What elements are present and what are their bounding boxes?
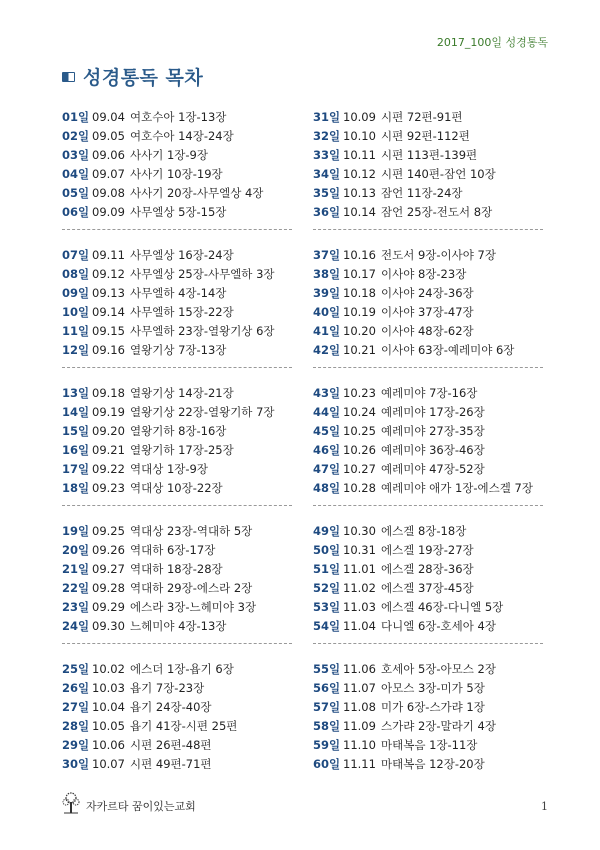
date-label: 11.02	[343, 581, 376, 595]
schedule-row	[313, 441, 543, 460]
day-label: 04일	[62, 167, 90, 181]
reading-range: 다니엘 6장-호세아 4장	[381, 619, 496, 633]
reading-range: 열왕기하 8장-16장	[130, 424, 227, 438]
date-label: 10.19	[343, 305, 376, 319]
date-label: 10.25	[343, 424, 376, 438]
schedule-row	[62, 579, 292, 598]
date-label: 11.08	[343, 700, 376, 714]
date-label: 09.16	[92, 343, 125, 357]
reading-range: 에스더 1장-욥기 6장	[130, 662, 234, 676]
day-label: 33일	[313, 148, 341, 162]
schedule-row	[62, 736, 292, 755]
reading-range: 욥기 7장-23장	[130, 681, 205, 695]
date-label: 10.13	[343, 186, 376, 200]
schedule-group	[62, 108, 292, 230]
page-title: 성경통독 목차	[83, 67, 204, 89]
reading-range: 사무엘상 25장-사무엘하 3장	[130, 267, 275, 281]
reading-range: 미가 6장-스가랴 1장	[381, 700, 485, 714]
day-label: 40일	[313, 305, 341, 319]
date-label: 10.10	[343, 129, 376, 143]
schedule-row	[313, 203, 543, 222]
reading-range: 에스겔 8장-18장	[381, 524, 467, 538]
day-label: 26일	[62, 681, 90, 695]
reading-range: 욥기 24장-40장	[130, 700, 212, 714]
schedule-row	[313, 108, 543, 127]
date-label: 10.05	[92, 719, 125, 733]
schedule-row	[62, 146, 292, 165]
reading-range: 에스라 3장-느헤미야 3장	[130, 600, 257, 614]
reading-range: 에스겔 19장-27장	[381, 543, 474, 557]
day-label: 08일	[62, 267, 90, 281]
date-label: 10.31	[343, 543, 376, 557]
date-label: 10.14	[343, 205, 376, 219]
date-label: 09.30	[92, 619, 125, 633]
schedule-row	[62, 384, 292, 403]
date-label: 10.17	[343, 267, 376, 281]
reading-range: 이사야 63장-예레미야 6장	[381, 343, 515, 357]
reading-range: 열왕기하 17장-25장	[130, 443, 234, 457]
day-label: 47일	[313, 462, 341, 476]
reading-range: 예레미야 36장-46장	[381, 443, 485, 457]
date-label: 10.16	[343, 248, 376, 262]
day-label: 41일	[313, 324, 341, 338]
schedule-row	[62, 341, 292, 360]
schedule-row	[313, 384, 543, 403]
schedule-row	[62, 127, 292, 146]
schedule-row	[62, 541, 292, 560]
day-label: 06일	[62, 205, 90, 219]
reading-range: 예레미야 애가 1장-에스겔 7장	[381, 481, 533, 495]
reading-range: 예레미야 47장-52장	[381, 462, 485, 476]
schedule-row	[62, 598, 292, 617]
reading-range: 시편 113편-139편	[381, 148, 478, 162]
reading-range: 여호수아 1장-13장	[130, 110, 227, 124]
date-label: 11.09	[343, 719, 376, 733]
schedule-group	[313, 660, 543, 781]
reading-range: 역대하 29장-에스라 2장	[130, 581, 253, 595]
reading-range: 사무엘상 5장-15장	[130, 205, 227, 219]
date-label: 10.28	[343, 481, 376, 495]
reading-range: 열왕기상 14장-21장	[130, 386, 234, 400]
date-label: 09.09	[92, 205, 125, 219]
day-label: 05일	[62, 186, 90, 200]
date-label: 10.09	[343, 110, 376, 124]
schedule-row	[62, 698, 292, 717]
reading-range: 에스겔 46장-다니엘 5장	[381, 600, 504, 614]
schedule-row	[313, 698, 543, 717]
day-label: 49일	[313, 524, 341, 538]
date-label: 11.03	[343, 600, 376, 614]
bullet-icon	[62, 72, 75, 82]
reading-range: 사사기 1장-9장	[130, 148, 208, 162]
day-label: 15일	[62, 424, 90, 438]
date-label: 09.25	[92, 524, 125, 538]
reading-range: 시편 49편-71편	[130, 757, 212, 771]
reading-range: 시편 92편-112편	[381, 129, 470, 143]
date-label: 11.01	[343, 562, 376, 576]
reading-range: 사무엘하 23장-열왕기상 6장	[130, 324, 275, 338]
schedule-row	[62, 755, 292, 774]
schedule-row	[313, 127, 543, 146]
day-label: 59일	[313, 738, 341, 752]
day-label: 45일	[313, 424, 341, 438]
schedule-row	[313, 246, 543, 265]
date-label: 09.06	[92, 148, 125, 162]
reading-range: 이사야 48장-62장	[381, 324, 474, 338]
page-number: 1	[541, 800, 548, 813]
reading-range: 사무엘하 4장-14장	[130, 286, 227, 300]
day-label: 35일	[313, 186, 341, 200]
reading-range: 느헤미야 4장-13장	[130, 619, 227, 633]
schedule-row	[313, 579, 543, 598]
schedule-row	[313, 165, 543, 184]
reading-range: 역대상 10장-22장	[130, 481, 223, 495]
day-label: 57일	[313, 700, 341, 714]
schedule-row	[62, 203, 292, 222]
day-label: 18일	[62, 481, 90, 495]
date-label: 11.06	[343, 662, 376, 676]
day-label: 28일	[62, 719, 90, 733]
schedule-group	[62, 246, 292, 368]
reading-range: 예레미야 17장-26장	[381, 405, 485, 419]
day-label: 01일	[62, 110, 90, 124]
reading-range: 여호수아 14장-24장	[130, 129, 234, 143]
date-label: 09.18	[92, 386, 125, 400]
schedule-row	[62, 422, 292, 441]
schedule-row	[62, 403, 292, 422]
reading-range: 이사야 37장-47장	[381, 305, 474, 319]
day-label: 11일	[62, 324, 90, 338]
reading-range: 시편 140편-잠언 10장	[381, 167, 496, 181]
right-column	[313, 108, 543, 797]
schedule-row	[62, 322, 292, 341]
reading-range: 사사기 10장-19장	[130, 167, 223, 181]
schedule-row	[62, 165, 292, 184]
date-label: 11.04	[343, 619, 376, 633]
schedule-group	[62, 384, 292, 506]
reading-range: 잠언 11장-24장	[381, 186, 463, 200]
day-label: 02일	[62, 129, 90, 143]
reading-range: 시편 26편-48편	[130, 738, 212, 752]
date-label: 09.08	[92, 186, 125, 200]
day-label: 10일	[62, 305, 90, 319]
day-label: 31일	[313, 110, 341, 124]
reading-range: 사사기 20장-사무엘상 4장	[130, 186, 264, 200]
day-label: 19일	[62, 524, 90, 538]
schedule-row	[62, 108, 292, 127]
reading-range: 역대상 23장-역대하 5장	[130, 524, 253, 538]
date-label: 10.30	[343, 524, 376, 538]
date-label: 09.13	[92, 286, 125, 300]
day-label: 21일	[62, 562, 90, 576]
date-label: 09.05	[92, 129, 125, 143]
day-label: 54일	[313, 619, 341, 633]
reading-range: 시편 72편-91편	[381, 110, 463, 124]
day-label: 20일	[62, 543, 90, 557]
schedule-row	[313, 460, 543, 479]
day-label: 48일	[313, 481, 341, 495]
date-label: 09.21	[92, 443, 125, 457]
day-label: 37일	[313, 248, 341, 262]
date-label: 09.19	[92, 405, 125, 419]
schedule-row	[313, 265, 543, 284]
day-label: 30일	[62, 757, 90, 771]
date-label: 09.15	[92, 324, 125, 338]
title-block	[62, 63, 203, 90]
schedule-row	[313, 422, 543, 441]
date-label: 10.03	[92, 681, 125, 695]
schedule-row	[313, 541, 543, 560]
date-label: 10.11	[343, 148, 376, 162]
schedule-row	[62, 522, 292, 541]
schedule-row	[313, 617, 543, 636]
reading-range: 이사야 8장-23장	[381, 267, 467, 281]
day-label: 03일	[62, 148, 90, 162]
day-label: 55일	[313, 662, 341, 676]
schedule-group	[313, 108, 543, 230]
day-label: 60일	[313, 757, 341, 771]
day-label: 46일	[313, 443, 341, 457]
schedule-row	[62, 246, 292, 265]
reading-range: 마태복음 12장-20장	[381, 757, 485, 771]
schedule-row	[313, 479, 543, 498]
day-label: 09일	[62, 286, 90, 300]
schedule-row	[62, 184, 292, 203]
schedule-row	[313, 522, 543, 541]
reading-range: 예레미야 27장-35장	[381, 424, 485, 438]
reading-range: 사무엘상 16장-24장	[130, 248, 234, 262]
schedule-group	[62, 522, 292, 644]
date-label: 09.12	[92, 267, 125, 281]
day-label: 43일	[313, 386, 341, 400]
date-label: 09.11	[92, 248, 125, 262]
day-label: 56일	[313, 681, 341, 695]
day-label: 36일	[313, 205, 341, 219]
schedule-group	[313, 246, 543, 368]
day-label: 27일	[62, 700, 90, 714]
date-label: 10.07	[92, 757, 125, 771]
reading-range: 역대하 18장-28장	[130, 562, 223, 576]
reading-range: 예레미야 7장-16장	[381, 386, 478, 400]
day-label: 14일	[62, 405, 90, 419]
schedule-row	[62, 441, 292, 460]
header-tag: 2017_100일 성경통독	[436, 36, 548, 49]
date-label: 10.23	[343, 386, 376, 400]
day-label: 07일	[62, 248, 90, 262]
date-label: 09.07	[92, 167, 125, 181]
reading-range: 역대하 6장-17장	[130, 543, 216, 557]
schedule-row	[313, 660, 543, 679]
day-label: 50일	[313, 543, 341, 557]
date-label: 09.26	[92, 543, 125, 557]
schedule-row	[62, 284, 292, 303]
reading-range: 마태복음 1장-11장	[381, 738, 478, 752]
date-label: 11.10	[343, 738, 376, 752]
reading-range: 전도서 9장-이사야 7장	[381, 248, 496, 262]
date-label: 10.27	[343, 462, 376, 476]
schedule-row	[313, 560, 543, 579]
date-label: 10.04	[92, 700, 125, 714]
date-label: 09.20	[92, 424, 125, 438]
left-column	[62, 108, 292, 797]
date-label: 10.26	[343, 443, 376, 457]
schedule-row	[62, 265, 292, 284]
day-label: 25일	[62, 662, 90, 676]
reading-range: 역대상 1장-9장	[130, 462, 208, 476]
reading-range: 열왕기상 7장-13장	[130, 343, 227, 357]
date-label: 10.24	[343, 405, 376, 419]
day-label: 34일	[313, 167, 341, 181]
day-label: 53일	[313, 600, 341, 614]
reading-range: 스가랴 2장-말라기 4장	[381, 719, 496, 733]
schedule-row	[313, 303, 543, 322]
schedule-row	[313, 184, 543, 203]
schedule-row	[313, 717, 543, 736]
date-label: 09.14	[92, 305, 125, 319]
schedule-row	[62, 303, 292, 322]
schedule-row	[313, 341, 543, 360]
day-label: 38일	[313, 267, 341, 281]
date-label: 09.29	[92, 600, 125, 614]
reading-range: 호세아 5장-아모스 2장	[381, 662, 496, 676]
schedule-row	[62, 617, 292, 636]
schedule-row	[313, 284, 543, 303]
schedule-row	[62, 660, 292, 679]
day-label: 22일	[62, 581, 90, 595]
day-label: 51일	[313, 562, 341, 576]
day-label: 16일	[62, 443, 90, 457]
reading-range: 잠언 25장-전도서 8장	[381, 205, 493, 219]
day-label: 44일	[313, 405, 341, 419]
reading-range: 에스겔 37장-45장	[381, 581, 474, 595]
schedule-row	[313, 679, 543, 698]
schedule-group	[313, 522, 543, 644]
reading-range: 욥기 41장-시편 25편	[130, 719, 238, 733]
reading-range: 에스겔 28장-36장	[381, 562, 474, 576]
date-label: 10.21	[343, 343, 376, 357]
day-label: 23일	[62, 600, 90, 614]
date-label: 10.18	[343, 286, 376, 300]
schedule-row	[313, 755, 543, 774]
schedule-row	[313, 403, 543, 422]
date-label: 11.11	[343, 757, 376, 771]
day-label: 42일	[313, 343, 341, 357]
date-label: 09.22	[92, 462, 125, 476]
reading-range: 아모스 3장-미가 5장	[381, 681, 485, 695]
date-label: 11.07	[343, 681, 376, 695]
day-label: 29일	[62, 738, 90, 752]
schedule-row	[313, 598, 543, 617]
tree-icon	[60, 790, 82, 814]
date-label: 10.12	[343, 167, 376, 181]
reading-range: 이사야 24장-36장	[381, 286, 474, 300]
reading-range: 사무엘하 15장-22장	[130, 305, 234, 319]
date-label: 09.27	[92, 562, 125, 576]
day-label: 32일	[313, 129, 341, 143]
schedule-row	[62, 479, 292, 498]
date-label: 10.02	[92, 662, 125, 676]
day-label: 13일	[62, 386, 90, 400]
day-label: 24일	[62, 619, 90, 633]
date-label: 10.06	[92, 738, 125, 752]
schedule-row	[313, 146, 543, 165]
date-label: 09.28	[92, 581, 125, 595]
schedule-row	[313, 736, 543, 755]
church-name: 자카르타 꿈이있는교회	[86, 800, 196, 813]
schedule-row	[62, 717, 292, 736]
date-label: 10.20	[343, 324, 376, 338]
day-label: 39일	[313, 286, 341, 300]
schedule-row	[62, 560, 292, 579]
footer-logo	[60, 790, 196, 814]
date-label: 09.04	[92, 110, 125, 124]
schedule-row	[62, 679, 292, 698]
day-label: 17일	[62, 462, 90, 476]
date-label: 09.23	[92, 481, 125, 495]
day-label: 52일	[313, 581, 341, 595]
schedule-row	[313, 322, 543, 341]
schedule-row	[62, 460, 292, 479]
reading-range: 열왕기상 22장-열왕기하 7장	[130, 405, 275, 419]
day-label: 12일	[62, 343, 90, 357]
schedule-group	[313, 384, 543, 506]
schedule-group	[62, 660, 292, 781]
day-label: 58일	[313, 719, 341, 733]
